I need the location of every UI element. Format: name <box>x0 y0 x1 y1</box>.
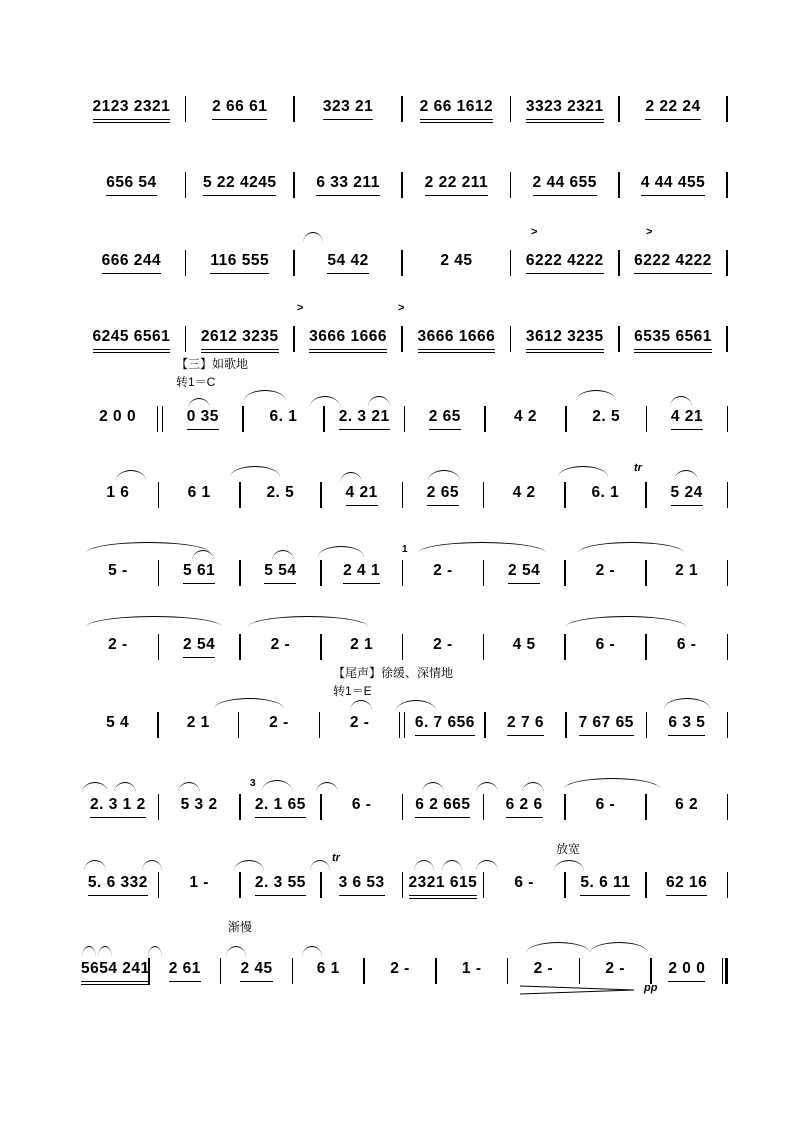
note-group: 5 4 <box>106 714 130 731</box>
note-group: 6. 7 656 <box>415 713 475 740</box>
note-group: 6 - <box>676 636 697 653</box>
slur <box>82 782 108 793</box>
note-group: 2. 3 55 <box>255 873 306 900</box>
note-group: 2. 5 <box>592 408 621 425</box>
note-group: 2 - <box>605 960 625 977</box>
note-group: 62 16 <box>666 873 707 900</box>
slur <box>414 860 434 871</box>
slur <box>526 942 590 953</box>
note-group: 5654 241 <box>81 959 150 986</box>
note-group: 6 2 6 <box>506 795 543 822</box>
section-three-key: 转1＝C <box>176 375 216 389</box>
note-group: 2 1 <box>350 636 374 653</box>
note-group: 6 - <box>595 796 616 813</box>
note-group: 2. 5 <box>266 484 295 501</box>
note-group: 2. 3 1 2 <box>90 795 146 822</box>
note-group: 54 42 <box>327 251 368 278</box>
note-group: 2 45 <box>440 252 473 269</box>
slur <box>576 390 616 401</box>
accent-mark: > <box>398 302 405 314</box>
system-8 <box>78 614 728 674</box>
note-group: 2 54 <box>183 635 215 662</box>
slur <box>82 946 96 957</box>
note-group: 5. 6 332 <box>88 873 148 900</box>
slur <box>422 782 444 793</box>
slur <box>214 698 284 709</box>
slur <box>84 860 106 871</box>
note-group: 2 - <box>595 562 616 579</box>
system-9 <box>78 692 728 752</box>
slur <box>316 782 338 793</box>
slur <box>566 616 686 627</box>
note-group: 3612 3235 <box>526 327 604 354</box>
slur <box>442 860 462 871</box>
note-group: 1 6 <box>106 484 130 501</box>
note-group: 2 - <box>433 562 453 579</box>
final-barline <box>722 958 728 984</box>
note-group: 2321 615 <box>409 873 478 900</box>
slur <box>114 782 136 793</box>
note-group: 2123 2321 <box>93 97 171 124</box>
note-group: 5 3 2 <box>180 796 218 813</box>
slur <box>226 946 246 957</box>
slur <box>674 470 698 481</box>
note-group: 6 1 <box>187 484 211 501</box>
volta-number: 3 <box>250 778 256 789</box>
slur <box>262 780 292 791</box>
accent-mark: > <box>297 302 304 314</box>
note-group: 656 54 <box>106 173 156 200</box>
note-group: 666 244 <box>102 251 162 278</box>
note-group: 2 0 0 <box>99 408 137 425</box>
note-group: 2 66 61 <box>212 97 267 124</box>
barline <box>727 406 729 432</box>
note-group: 2 - <box>349 714 370 731</box>
note-group: 2 - <box>270 636 291 653</box>
note-group: 2 - <box>390 960 410 977</box>
note-group: 1 - <box>461 960 482 977</box>
trill-mark: tr <box>634 462 642 474</box>
note-group: 116 555 <box>210 251 269 278</box>
slur <box>350 700 372 711</box>
volta-number: 1 <box>402 544 408 555</box>
slur <box>86 616 222 627</box>
system-5 <box>78 386 728 446</box>
note-group: 2 54 <box>508 561 540 588</box>
note-group: 0 35 <box>187 407 219 434</box>
note-group: 2 44 655 <box>533 173 597 200</box>
note-group: 4 2 <box>512 484 536 501</box>
system-2 <box>78 152 728 212</box>
tempo-widen: 放宽 <box>556 842 581 856</box>
accent-mark: > <box>646 226 653 238</box>
note-group: 6 33 211 <box>316 173 379 200</box>
note-group: 2 1 <box>675 562 699 579</box>
note-group: 6 3 5 <box>668 713 705 740</box>
system-7 <box>78 540 728 600</box>
section-three-title: 【三】如歌地 <box>176 357 249 371</box>
note-group: 2 65 <box>429 407 461 434</box>
system-1 <box>78 76 728 136</box>
note-group: 2 61 <box>169 959 201 986</box>
slur <box>418 542 546 553</box>
note-group: 5 24 <box>671 483 703 510</box>
barline <box>727 712 729 738</box>
slur <box>303 232 323 243</box>
note-group: 5 54 <box>264 561 296 588</box>
barline <box>727 872 729 898</box>
note-group: 7 67 65 <box>579 713 634 740</box>
slur <box>178 782 200 793</box>
system-6 <box>78 462 728 522</box>
barline <box>727 560 729 586</box>
note-group: 6 - <box>514 874 534 891</box>
note-group: 2 - <box>269 714 289 731</box>
note-group: 2 22 211 <box>425 173 488 200</box>
note-group: 6222 4222 <box>634 251 712 278</box>
note-group: 6. 1 <box>269 408 298 425</box>
note-group: 6222 4222 <box>526 251 604 278</box>
note-group: 2 0 0 <box>668 959 705 986</box>
decrescendo-hairpin <box>518 984 638 996</box>
note-group: 5 - <box>108 562 128 579</box>
note-group: 3666 1666 <box>418 327 496 354</box>
note-group: 2 22 24 <box>645 97 700 124</box>
barline <box>727 634 729 660</box>
note-group: 2 1 <box>186 714 210 731</box>
barline <box>726 96 728 122</box>
slur <box>554 860 584 871</box>
slur <box>244 390 286 401</box>
accent-mark: > <box>531 226 538 238</box>
note-group: 2 66 1612 <box>420 97 493 124</box>
dynamic-pp: pp <box>644 982 658 994</box>
note-group: 4 44 455 <box>641 173 705 200</box>
note-group: 5 22 4245 <box>203 173 276 200</box>
note-group: 2612 3235 <box>201 327 279 354</box>
coda-title: 【尾声】徐缓、深情地 <box>333 666 454 680</box>
slur <box>578 542 684 553</box>
slur <box>148 946 162 957</box>
note-group: 1 - <box>189 874 209 891</box>
slur <box>396 700 436 711</box>
note-group: 6. 1 <box>591 484 620 501</box>
note-group: 6 - <box>595 636 616 653</box>
slur <box>564 778 660 789</box>
barline <box>726 326 728 352</box>
barline <box>726 250 728 276</box>
slur <box>98 946 112 957</box>
note-group: 6 1 <box>316 960 340 977</box>
slur <box>310 860 330 871</box>
note-group: 2 7 6 <box>507 713 544 740</box>
slur <box>302 946 322 957</box>
slur <box>230 466 280 477</box>
slur <box>248 616 368 627</box>
note-group: 6245 6561 <box>93 327 171 354</box>
note-group: 2 - <box>533 960 554 977</box>
note-group: 2 45 <box>240 959 272 986</box>
slur <box>428 470 460 481</box>
barline <box>726 172 728 198</box>
note-group: 2. 3 21 <box>339 407 390 434</box>
slur <box>522 782 544 793</box>
note-group: 4 5 <box>512 636 536 653</box>
note-group: 4 2 <box>514 408 538 425</box>
note-group: 6 - <box>351 796 372 813</box>
slur <box>116 470 146 481</box>
slur <box>318 546 364 557</box>
slur <box>558 466 608 477</box>
note-group: 2 65 <box>427 483 459 510</box>
trill-mark: tr <box>332 852 340 864</box>
system-10 <box>78 774 728 834</box>
slur <box>86 542 210 553</box>
note-group: 2. 1 65 <box>255 795 306 822</box>
note-group: 2 - <box>433 636 453 653</box>
system-11 <box>78 842 728 912</box>
slur <box>142 860 162 871</box>
slur <box>590 942 648 953</box>
note-group: 2 4 1 <box>343 561 380 588</box>
barline <box>727 794 729 820</box>
system-12 <box>78 920 728 998</box>
tempo-slow: 渐慢 <box>228 920 253 934</box>
note-group: 2 - <box>108 636 128 653</box>
note-group: 5 61 <box>183 561 215 588</box>
system-3 <box>78 226 728 290</box>
note-group: 323 21 <box>323 97 373 124</box>
note-group: 3323 2321 <box>526 97 604 124</box>
note-group: 4 21 <box>671 407 703 434</box>
slur <box>664 698 710 709</box>
note-group: 5. 6 11 <box>580 873 630 900</box>
barline <box>727 482 729 508</box>
note-group: 4 21 <box>346 483 378 510</box>
slur <box>476 860 498 871</box>
note-group: 6 2 <box>675 796 699 813</box>
slur <box>476 782 498 793</box>
note-group: 3 6 53 <box>339 873 385 900</box>
note-group: 3666 1666 <box>309 327 387 354</box>
slur <box>234 860 264 871</box>
note-group: 6535 6561 <box>634 327 712 354</box>
note-group: 6 2 665 <box>415 795 470 822</box>
coda-key: 转1＝E <box>333 684 372 698</box>
